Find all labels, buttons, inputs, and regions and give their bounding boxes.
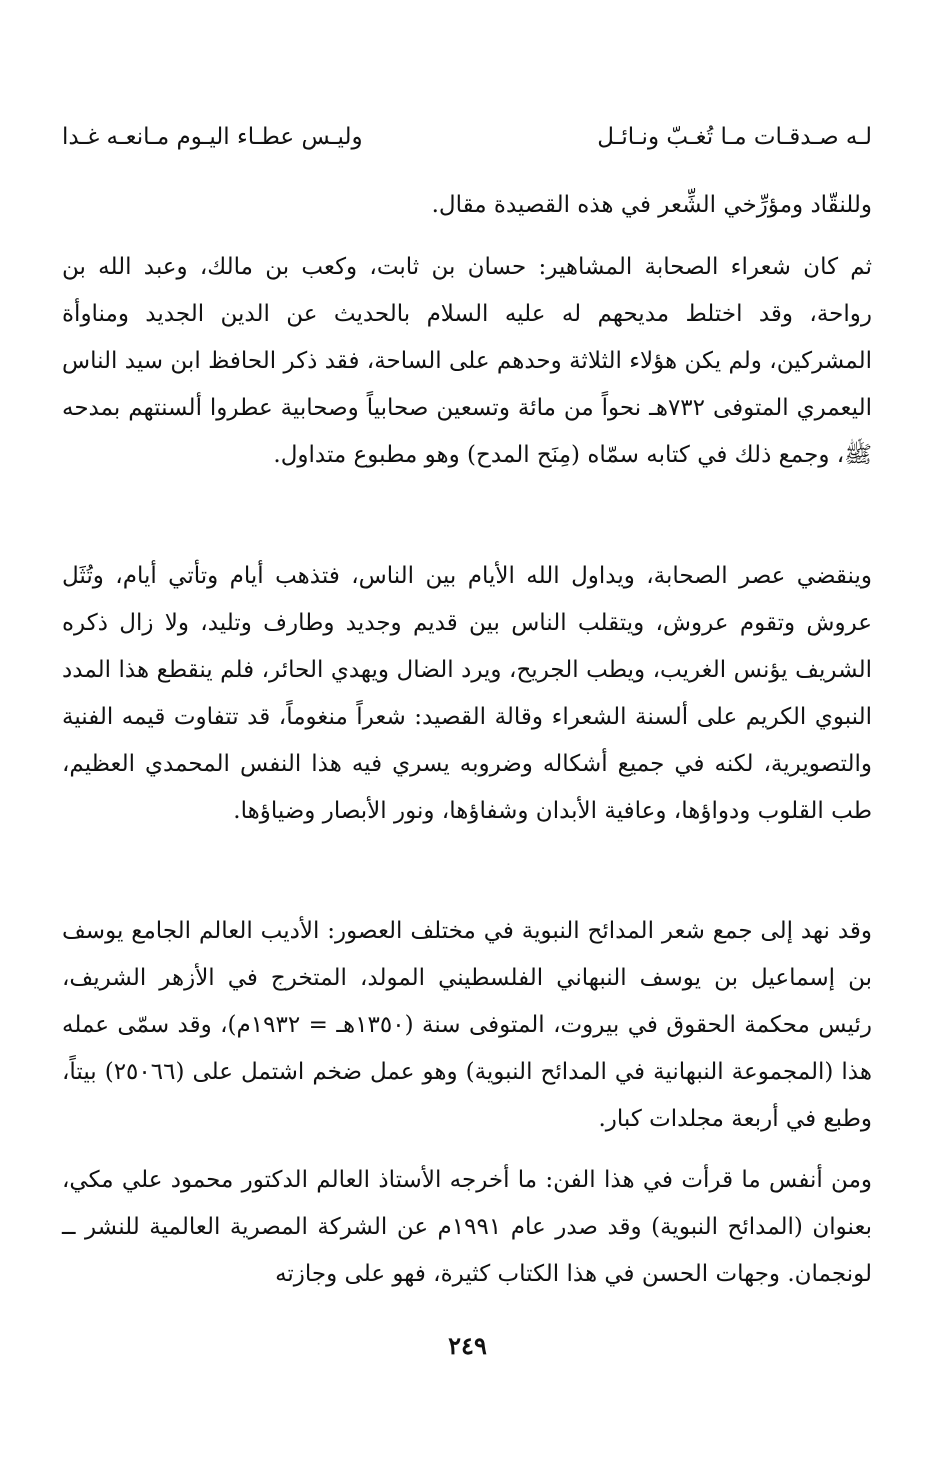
verse-second-hemistich: وليـس عطـاء اليـوم مـانعـه غـدا xyxy=(62,124,363,150)
paragraph-era-succession: وينقضي عصر الصحابة، ويداول الله الأيام بين الناس، فتذهب أيام وتأتي أيام، وتُثَل عروش وتقوم عروش، ويتقلب الناس بين قديم وجديد وطارف وتليد، ولا زال ذكره الشريف يؤنس الغريب، ويطب الجريح، ويرد الضال ويهدي الحائر، فلم ينقطع هذا المدد النبوي الكريم على ألسنة الشعراء وقالة القصيد: شعراً منغوماً، قد تتفاوت قيمه الفنية والتصويرية، لكنه في جميع أشكاله وضروبه يسري فيه هذا النفس المحمدي العظيم، طب القلوب ودواؤها، وعافية الأبدان وشفاؤها، ونور الأبصار وضياؤها. xyxy=(62,563,872,824)
paragraph-makki-book: ومن أنفس ما قرأت في هذا الفن: ما أخرجه الأستاذ العالم الدكتور محمود علي مكي، بعنوان (المدائح النبوية) وقد صدر عام ١٩٩١م عن الشركة المصرية العالمية للنشر ــ لونجمان. وجهات الحسن في هذا الكتاب كثيرة، فهو على وجازته xyxy=(62,1167,872,1287)
paragraph-critics-note: وللنقّاد ومؤرِّخي الشِّعر في هذه القصيدة مقال. xyxy=(431,192,872,218)
poetry-verse xyxy=(62,112,872,162)
verse-first-hemistich: لـه صـدقـات مـا تُغـبّ ونـائـل xyxy=(597,124,872,150)
paragraph-nabhani-collection: وقد نهد إلى جمع شعر المدائح النبوية في مختلف العصور: الأديب العالم الجامع يوسف بن إسماعيل بن يوسف النبهاني الفلسطيني المولد، المتخرج في الأزهر الشريف، رئيس محكمة الحقوق في بيروت، المتوفى سنة (١٣٥٠هـ = ١٩٣٢م)، وقد سمّى عمله هذا (المجموعة النبهانية في المدائح النبوية) وهو عمل ضخم اشتمل على (٢٥٠٦٦) بيتاً، وطبع في أربعة مجلدات كبار. xyxy=(62,918,872,1132)
page-number: ٢٤٩ xyxy=(448,1331,487,1360)
paragraph-companion-poets: ثم كان شعراء الصحابة المشاهير: حسان بن ثابت، وكعب بن مالك، وعبد الله بن رواحة، وقد اختلط مديحهم له عليه السلام بالحديث عن الدين الجديد ومناوأة المشركين، ولم يكن هؤلاء الثلاثة وحدهم على الساحة، فقد ذكر الحافظ ابن سيد الناس اليعمري المتوفى ٧٣٢هـ نحواً من مائة وتسعين صحابياً وصحابية عطروا ألسنتهم بمدحه ﷺ، وجمع ذلك في كتابه سمّاه (مِنَح المدح) وهو مطبوع متداول. xyxy=(62,254,872,468)
